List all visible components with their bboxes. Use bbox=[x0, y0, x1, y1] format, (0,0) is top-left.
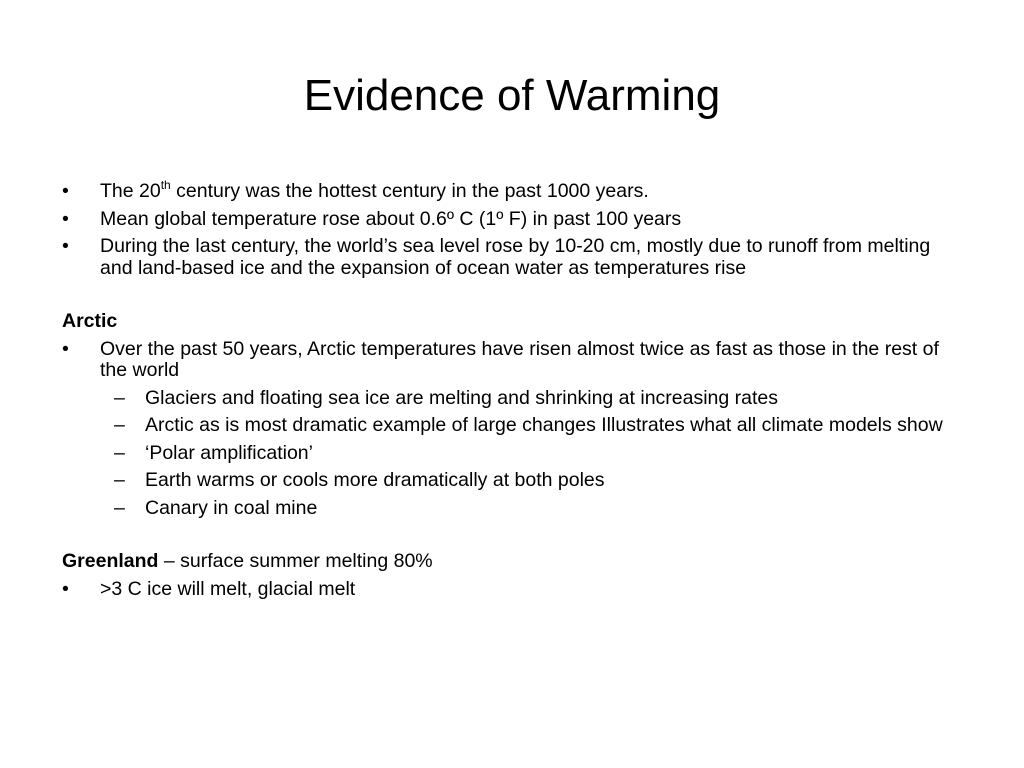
sub-bullet-item bbox=[62, 470, 962, 492]
arctic-heading: Arctic bbox=[62, 310, 118, 332]
sub-bullet-item bbox=[62, 415, 962, 437]
dash-marker: – bbox=[114, 386, 125, 409]
bullet-marker: • bbox=[62, 180, 69, 202]
sub-bullet-text: Arctic as is most dramatic example of large changes Illustrates what all climate models show bbox=[145, 414, 943, 436]
bullet-text-post: century was the hottest century in the past 1000 years. bbox=[170, 180, 649, 202]
bullet-item bbox=[62, 236, 962, 279]
dash-marker: – bbox=[114, 469, 125, 491]
sub-bullet-item bbox=[62, 388, 962, 410]
bullet-marker: • bbox=[62, 577, 69, 600]
bullet-text-sup: th bbox=[160, 177, 171, 192]
bullet-item bbox=[62, 579, 962, 601]
sub-bullet-item bbox=[62, 498, 962, 520]
dash-marker: – bbox=[114, 414, 125, 436]
slide-title: Evidence of Warming bbox=[303, 71, 721, 120]
slide-body bbox=[62, 177, 962, 606]
bullet-marker: • bbox=[62, 207, 69, 230]
greenland-heading-suffix: – surface summer melting 80% bbox=[158, 550, 433, 572]
sub-bullet-text: ‘Polar amplification’ bbox=[145, 441, 313, 464]
bullet-item bbox=[62, 209, 962, 231]
bullet-marker: • bbox=[62, 337, 69, 360]
bullet-text: During the last century, the world’s sea level rose by 10-20 cm, mostly due to runoff from melting and land-based ice and the expansion of ocean water as temperatures rise bbox=[100, 235, 931, 279]
bullet-text: >3 C ice will melt, glacial melt bbox=[100, 577, 356, 600]
sub-bullet-text: Canary in coal mine bbox=[145, 496, 318, 519]
sub-bullet-text: Glaciers and floating sea ice are melting and shrinking at increasing rates bbox=[145, 386, 779, 409]
bullet-marker: • bbox=[62, 235, 69, 257]
bullet-text-pre: The 20 bbox=[100, 180, 161, 202]
bullet-text: Mean global temperature rose about 0.6º C (1º F) in past 100 years bbox=[100, 207, 682, 230]
greenland-heading: Greenland bbox=[62, 550, 159, 572]
dash-marker: – bbox=[114, 441, 125, 464]
bullet-item bbox=[62, 177, 962, 203]
sub-bullet-text: Earth warms or cools more dramatically at both poles bbox=[145, 469, 605, 491]
bullet-item bbox=[62, 339, 962, 382]
dash-marker: – bbox=[114, 496, 125, 519]
bullet-text: Over the past 50 years, Arctic temperatures have risen almost twice as fast as those in the rest of the world bbox=[100, 337, 939, 381]
sub-bullet-item bbox=[62, 443, 962, 465]
greenland-line bbox=[62, 551, 962, 573]
